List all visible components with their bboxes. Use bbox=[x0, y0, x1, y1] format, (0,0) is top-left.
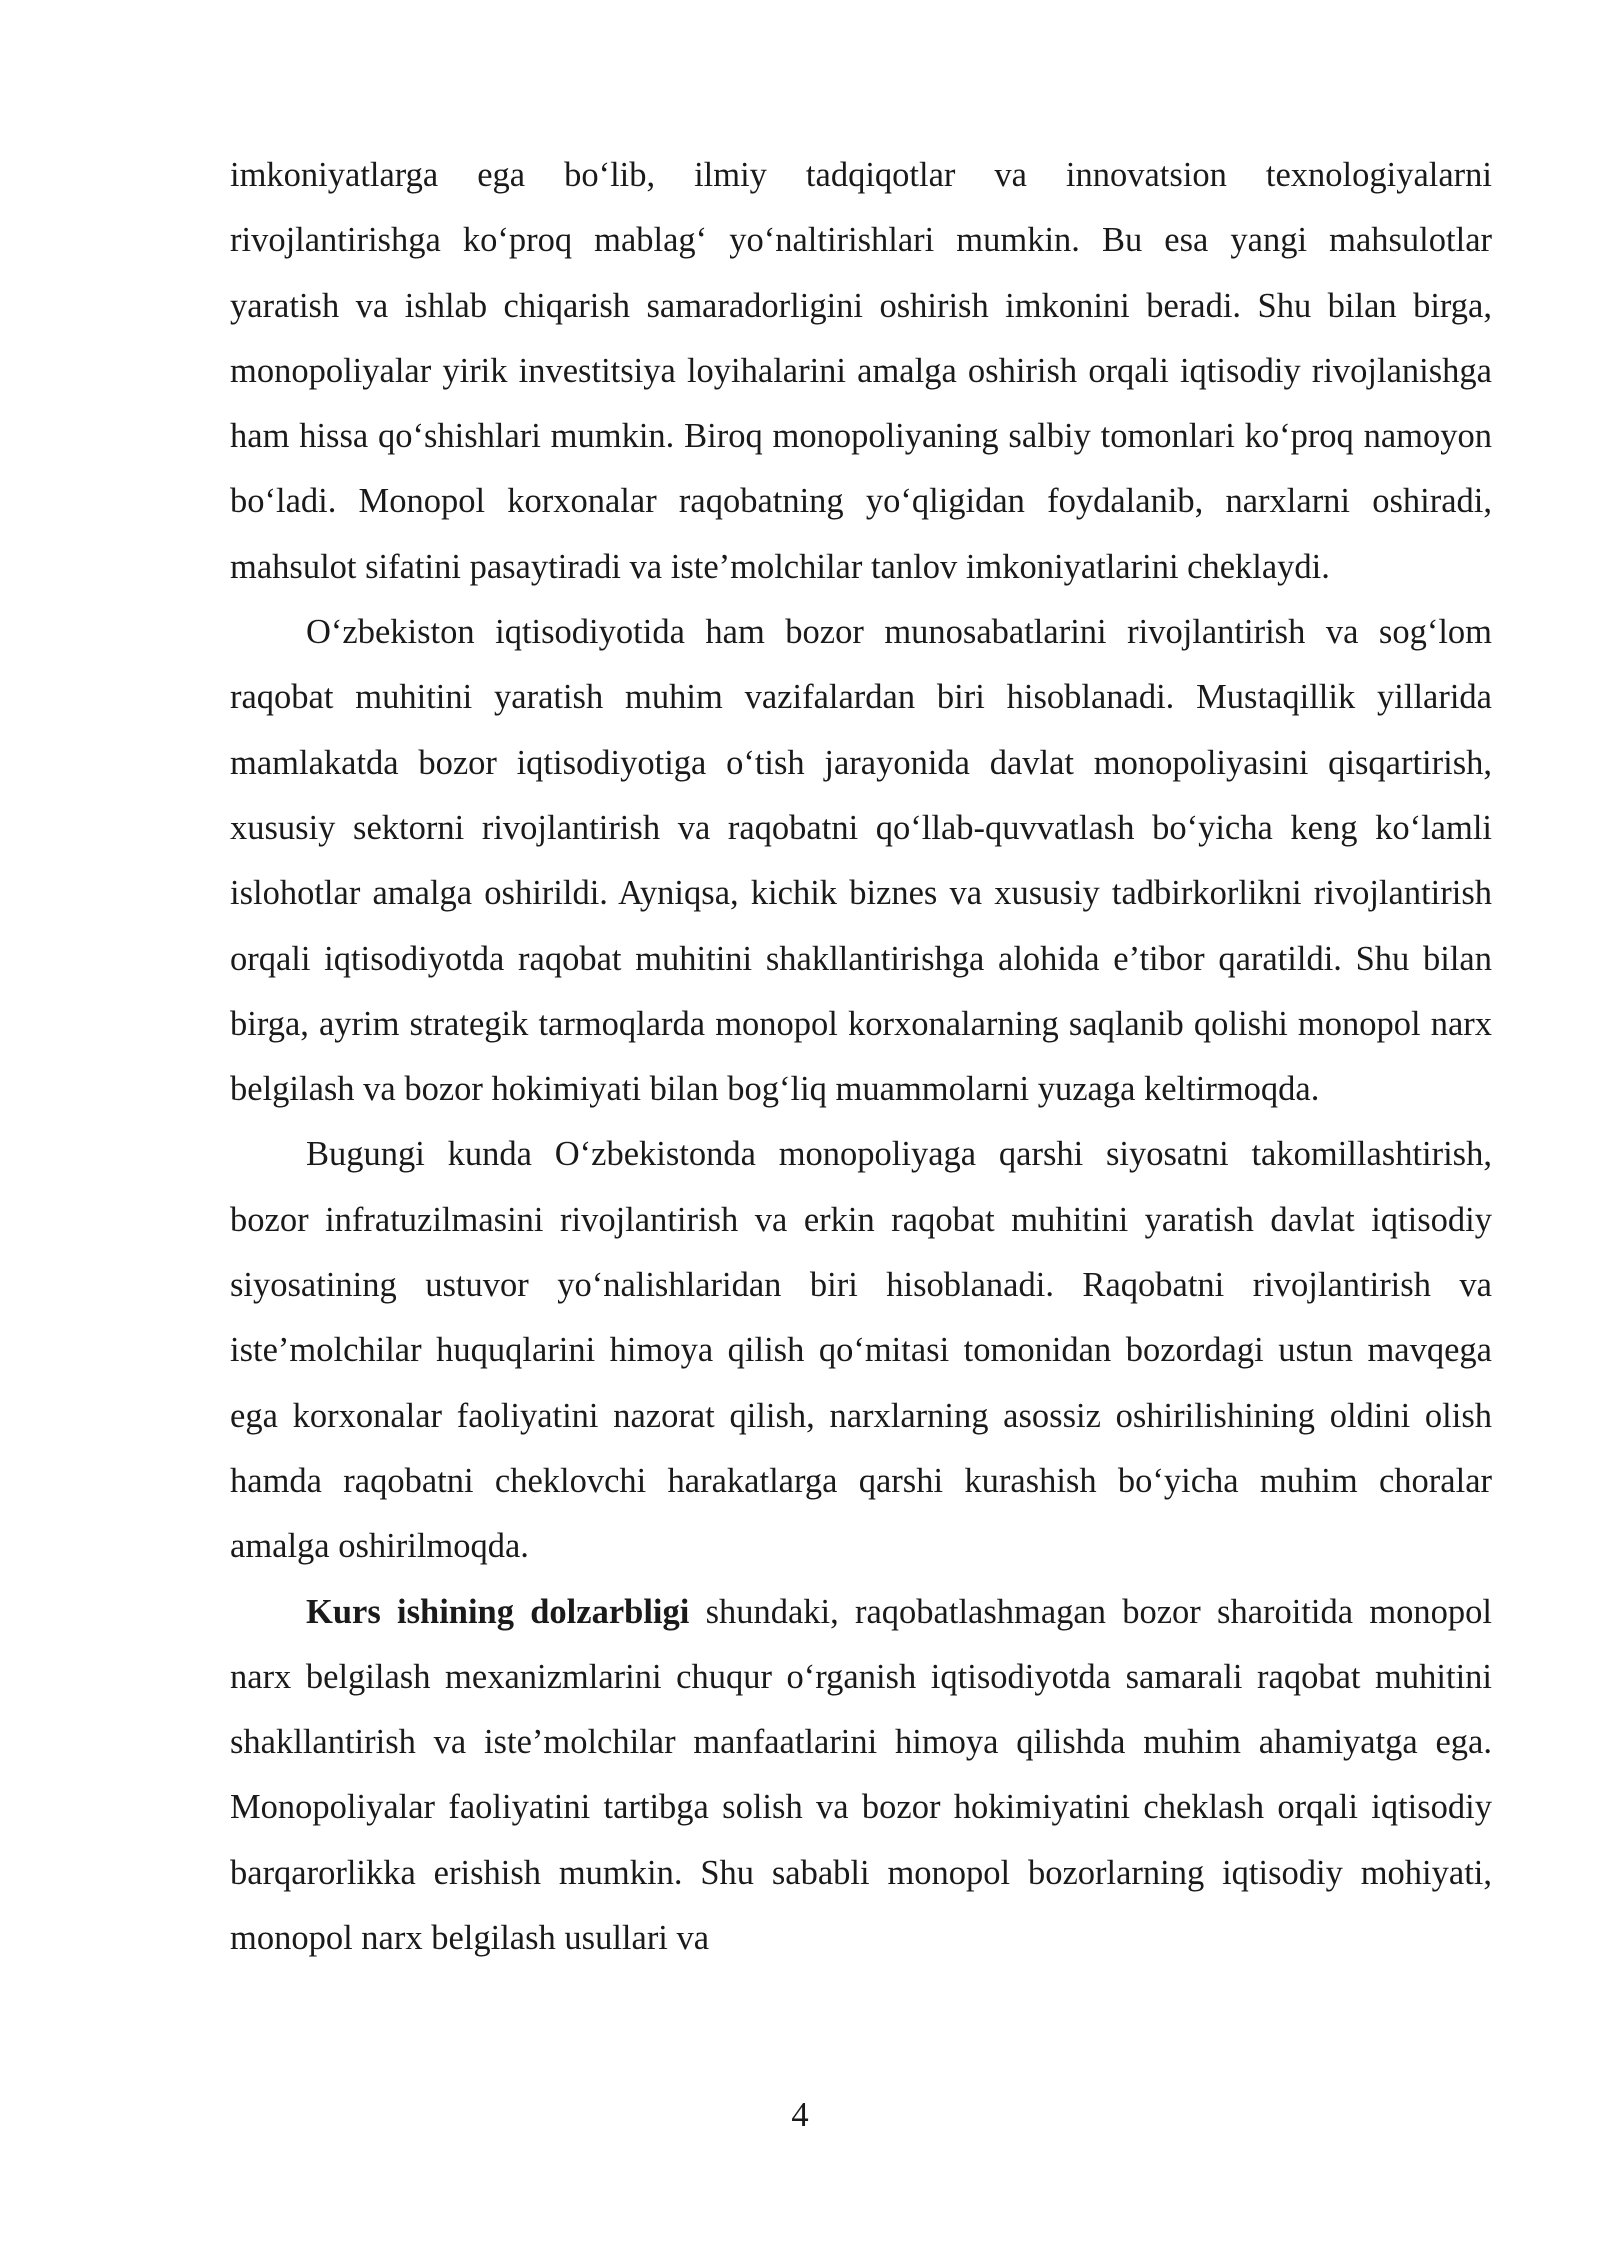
paragraph-continuation: imkoniyatlarga ega bo‘lib, ilmiy tadqiqotlar va innovatsion texnologiyalarni rivojlantirishga ko‘proq mablag‘ yo‘naltirishlari mumkin. Bu esa yangi mahsulotlar yaratish va ishlab chiqarish samaradorligini oshirish imkonini beradi. Shu bilan birga, monopoliyalar yirik investitsiya loyihalarini amalga oshirish orqali iqtisodiy rivojlanishga ham hissa qo‘shishlari mumkin. Biroq monopoliyaning salbiy tomonlari ko‘proq namoyon bo‘ladi. Monopol korxonalar raqobatning yo‘qligidan foydalanib, narxlarni oshiradi, mahsulot sifatini pasaytiradi va iste’molchilar tanlov imkoniyatlarini cheklaydi. bbox=[230, 156, 1492, 586]
document-body bbox=[230, 143, 1492, 1971]
paragraph-relevance bbox=[230, 1580, 1492, 1972]
relevance-text: shundaki, raqobatlashmagan bozor sharoitida monopol narx belgilash mexanizmlarini chuqur o‘rganish iqtisodiyotda samarali raqobat muhitini shakllantirish va iste’molchilar manfaatlarini himoya qilishda muhim ahamiyatga ega. Monopoliyalar faoliyatini tartibga solish va bozor hokimiyatini cheklash orqali iqtisodiy barqarorlikka erishish mumkin. Shu sababli monopol bozorlarning iqtisodiy mohiyati, monopol narx belgilash usullari va bbox=[230, 1592, 1492, 1958]
paragraph-uzbekistan-economy: O‘zbekiston iqtisodiyotida ham bozor munosabatlarini rivojlantirish va sog‘lom raqobat muhitini yaratish muhim vazifalardan biri hisoblanadi. Mustaqillik yillarida mamlakatda bozor iqtisodiyotiga o‘tish jarayonida davlat monopoliyasini qisqartirish, xususiy sektorni rivojlantirish va raqobatni qo‘llab-quvvatlash bo‘yicha keng ko‘lamli islohotlar amalga oshirildi. Ayniqsa, kichik biznes va xususiy tadbirkorlikni rivojlantirish orqali iqtisodiyotda raqobat muhitini shakllantirishga alohida e’tibor qaratildi. Shu bilan birga, ayrim strategik tarmoqlarda monopol korxonalarning saqlanib qolishi monopol narx belgilash va bozor hokimiyati bilan bog‘liq muammolarni yuzaga keltirmoqda. bbox=[230, 613, 1492, 1109]
page-number: 4 bbox=[791, 2096, 809, 2134]
paragraph-antimonopoly-policy: Bugungi kunda O‘zbekistonda monopoliyaga qarshi siyosatni takomillashtirish, bozor infratuzilmasini rivojlantirish va erkin raqobat muhitini yaratish davlat iqtisodiy siyosatining ustuvor yo‘nalishlaridan biri hisoblanadi. Raqobatni rivojlantirish va iste’molchilar huquqlarini himoya qilish qo‘mitasi tomonidan bozordagi ustun mavqega ega korxonalar faoliyatini nazorat qilish, narxlarning asossiz oshirilishining oldini olish hamda raqobatni cheklovchi harakatlarga qarshi kurashish bo‘yicha muhim choralar amalga oshirilmoqda. bbox=[230, 1135, 1492, 1566]
relevance-heading: Kurs ishining dolzarbligi bbox=[306, 1592, 690, 1631]
